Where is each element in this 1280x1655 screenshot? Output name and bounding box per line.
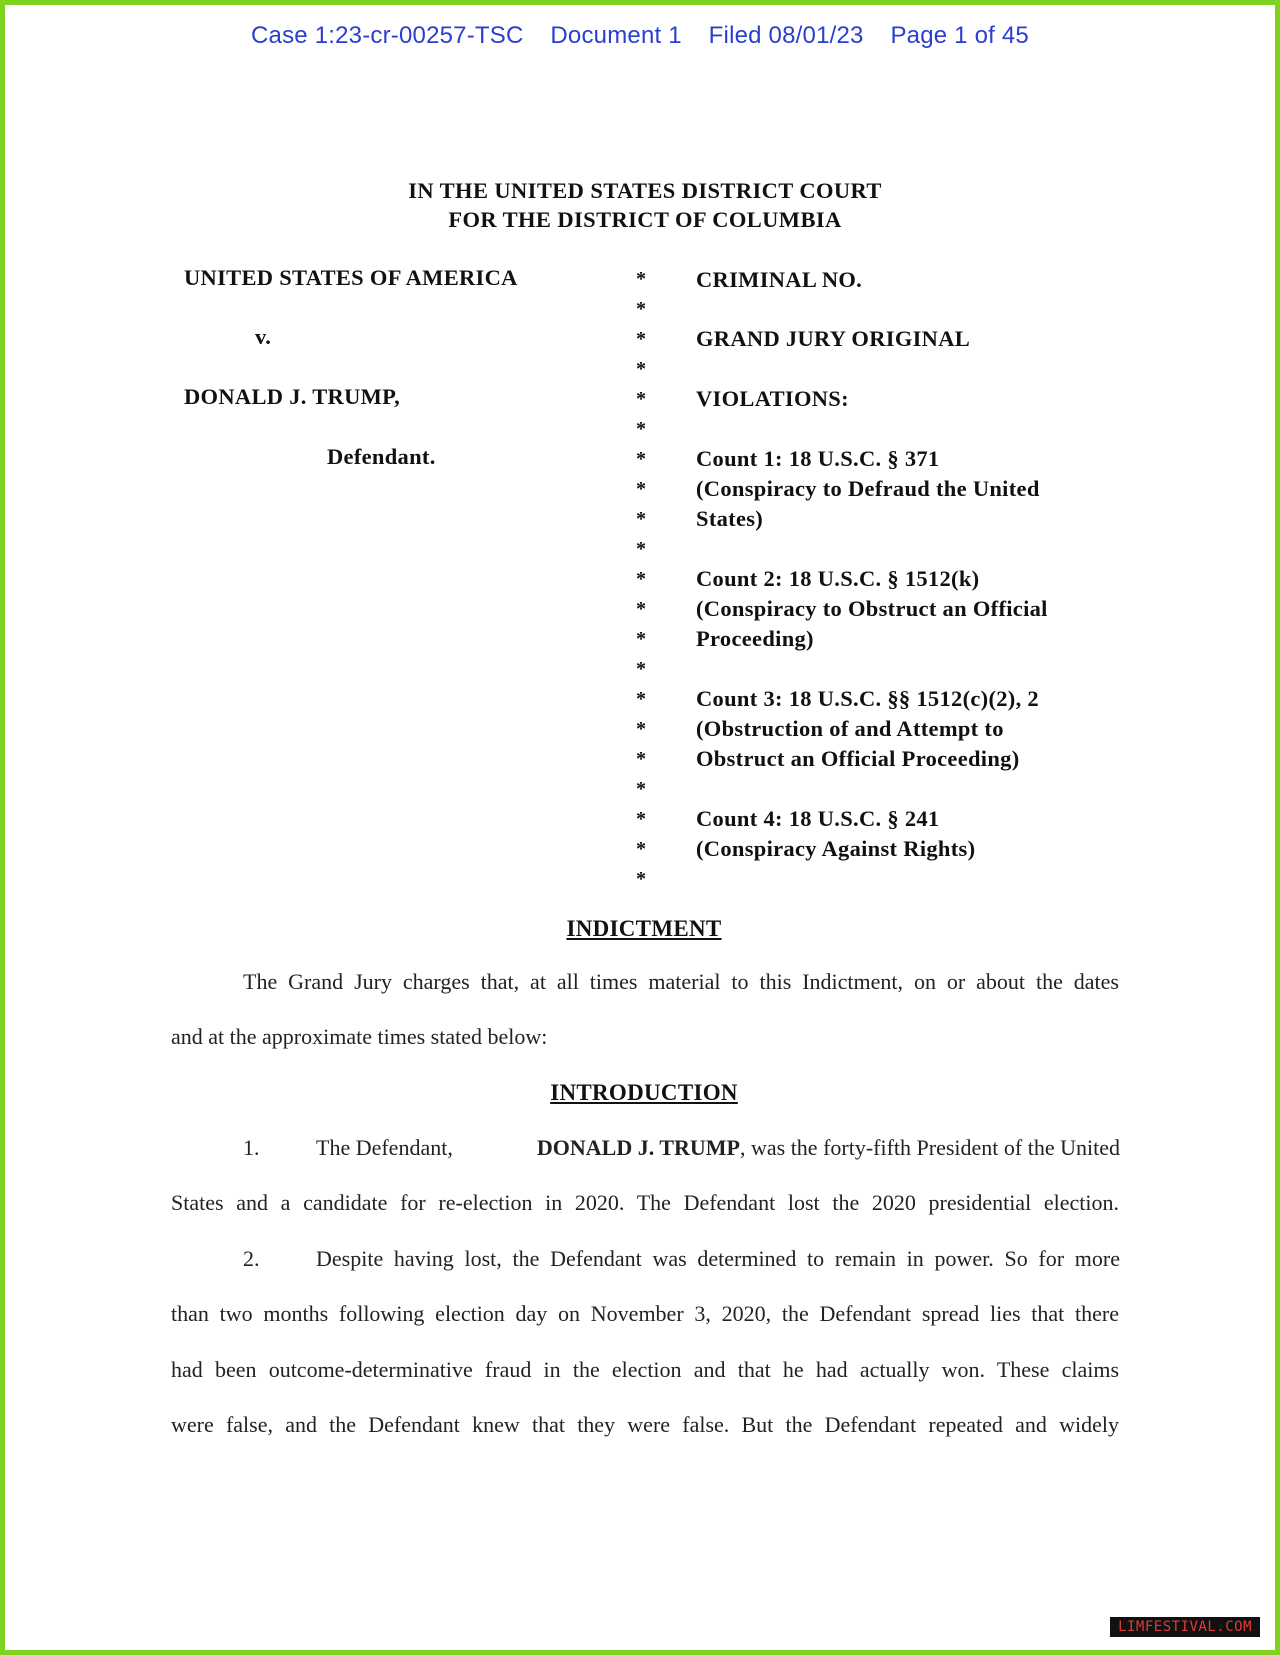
introduction-heading: INTRODUCTION: [550, 1080, 738, 1105]
indictment-line1: The Grand Jury charges that, at all times material to this Indictment, on or about the dates: [243, 969, 1119, 994]
paragraph-1-number: 1.: [243, 1135, 260, 1160]
count-1-desc-line2: States): [696, 506, 764, 531]
count-3: [696, 684, 1039, 774]
indictment-line2: and at the approximate times stated below:: [171, 1024, 548, 1049]
paragraph-1-line2: States and a candidate for re-election in 2020. The Defendant lost the 2020 presidential election.: [171, 1190, 1119, 1215]
count-3-desc-line2: Obstruct an Official Proceeding): [696, 746, 1020, 771]
paragraph-1-text-a: The Defendant,: [316, 1135, 453, 1160]
paragraph-2-line4: were false, and the Defendant knew that they were false. But the Defendant repeated and widely: [171, 1412, 1119, 1437]
versus: v.: [255, 324, 272, 349]
count-4-desc-line1: (Conspiracy Against Rights): [696, 836, 976, 861]
grand-jury-original: GRAND JURY ORIGINAL: [696, 326, 971, 351]
count-2: [696, 564, 1048, 654]
count-1-statute: Count 1: 18 U.S.C. § 371: [696, 446, 940, 471]
court-name-line1: IN THE UNITED STATES DISTRICT COURT: [408, 178, 882, 203]
paragraph-2-line2: than two months following election day on November 3, 2020, the Defendant spread lies that there: [171, 1301, 1119, 1326]
plaintiff-name: UNITED STATES OF AMERICA: [184, 265, 518, 290]
count-3-desc-line1: (Obstruction of and Attempt to: [696, 716, 1004, 741]
filed-date: Filed 08/01/23: [708, 22, 864, 49]
site-watermark: LIMFESTIVAL.COM: [1110, 1617, 1260, 1637]
count-4-statute: Count 4: 18 U.S.C. § 241: [696, 806, 940, 831]
count-1-desc-line1: (Conspiracy to Defraud the United: [696, 476, 1040, 501]
paragraph-2-number: 2.: [243, 1246, 260, 1271]
count-2-desc-line2: Proceeding): [696, 626, 814, 651]
count-2-statute: Count 2: 18 U.S.C. § 1512(k): [696, 566, 980, 591]
violations-label: VIOLATIONS:: [696, 386, 849, 411]
paragraph-1-line1-rest: [537, 1135, 1120, 1161]
defendant-name: DONALD J. TRUMP,: [184, 384, 401, 409]
page-number: Page 1 of 45: [890, 22, 1029, 49]
case-number: Case 1:23-cr-00257-TSC: [251, 22, 524, 49]
count-4: [696, 804, 975, 864]
indictment-heading: INDICTMENT: [566, 916, 722, 941]
count-1: [696, 444, 1040, 534]
paragraph-1-line1: [316, 1135, 1120, 1161]
count-3-statute: Count 3: 18 U.S.C. §§ 1512(c)(2), 2: [696, 686, 1039, 711]
paragraph-2-line3: had been outcome-determinative fraud in the election and that he had actually won. These claims: [171, 1357, 1119, 1382]
filing-stamp: [0, 22, 1280, 50]
defendant-role: Defendant.: [327, 444, 436, 469]
paragraph-2-line1: Despite having lost, the Defendant was determined to remain in power. So for more: [316, 1246, 1120, 1271]
count-2-desc-line1: (Conspiracy to Obstruct an Official: [696, 596, 1048, 621]
defendant-name-inline: DONALD J. TRUMP: [536, 1135, 740, 1160]
criminal-number: CRIMINAL NO.: [696, 267, 863, 292]
court-name-line2: FOR THE DISTRICT OF COLUMBIA: [448, 207, 842, 232]
paragraph-1-text-b: , was the forty-fifth President of the United: [739, 1135, 1120, 1160]
document-number: Document 1: [550, 22, 682, 49]
